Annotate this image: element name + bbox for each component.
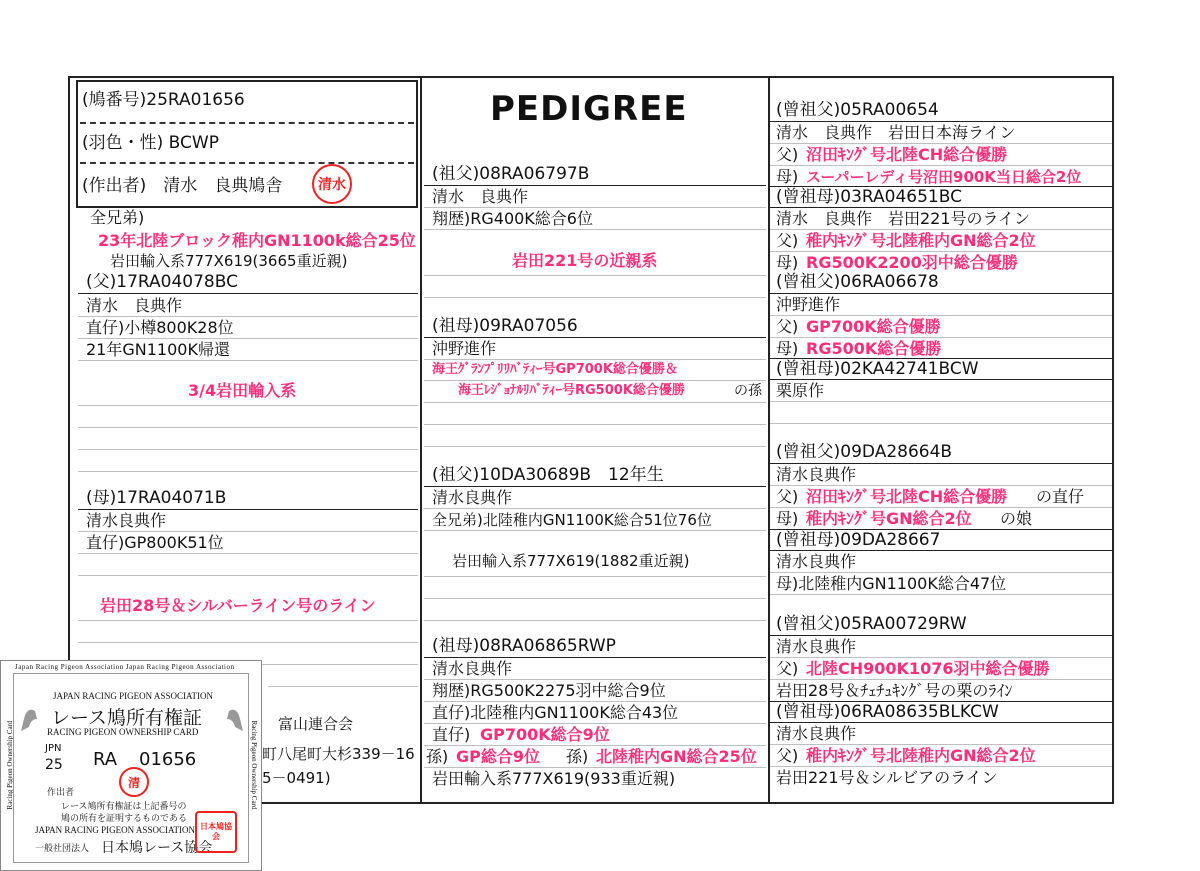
ggs1-rule (770, 121, 1112, 122)
granddam2-note-4d: 北陸稚内GN総合25位 (596, 747, 757, 766)
ggs4-id: (曾祖父)05RA00729RW (776, 614, 967, 634)
card-number: 01656 (139, 749, 197, 770)
ggs3-thin-2 (770, 507, 1112, 508)
ggs4-thin-2 (770, 679, 1112, 680)
granddam1-id: (祖母)09RA07056 (432, 316, 578, 336)
sire-thin-7 (78, 471, 418, 472)
ggd4-note-2: 岩田221号＆シルビアのライン (776, 768, 998, 787)
card-seal: 日本鳩協会 (195, 811, 237, 853)
ggs1-id: (曾祖父)05RA00654 (776, 100, 939, 120)
ggs2-sire-note: GP700K総合優勝 (806, 317, 941, 336)
ggd1-thin-2 (770, 251, 1112, 252)
granddam1-breeder: 沖野進作 (432, 339, 497, 358)
subject-sibling-result: 23年北陸ブロック稚内GN1100k総合25位 (98, 231, 416, 250)
gs2-thin-4 (424, 598, 766, 599)
ggd2-rule (770, 379, 1112, 380)
granddam2-id: (祖母)08RA06865RWP (432, 636, 616, 656)
card-year: 25 (45, 757, 63, 773)
dam-thin-4 (78, 620, 418, 621)
gd2-thin-4 (424, 745, 766, 746)
card-assoc-jp: 日本鳩レース協会 (101, 840, 213, 856)
granddam2-note-5: 岩田輸入系777X619(933重近親) (432, 769, 676, 788)
ggd4-sire-label: 父) (776, 746, 799, 765)
ggd4-id: (曾祖母)06RA08635BLKCW (776, 702, 999, 722)
ring-number: (鳩番号)25RA01656 (82, 90, 245, 110)
ggd3-thin-1 (770, 572, 1112, 573)
ggd2-thin-2 (770, 423, 1112, 424)
dam-thin-7 (268, 686, 418, 687)
ggd2-breeder: 栗原作 (776, 381, 825, 400)
ggd4-thin-2 (770, 766, 1112, 767)
ggs3-dam-note: 稚内ｷﾝｸﾞ号GN総合2位 (806, 509, 972, 528)
card-title-jp: レース鳩所有権証 (51, 707, 203, 729)
granddam1-note-1: 海王ｸﾞﾗﾝﾌﾟﾘﾘﾊﾞﾃｨｰ号GP700K総合優勝＆ (432, 362, 678, 377)
breeder: (作出者) 清水 良典鳩舎 (82, 176, 283, 196)
ggs2-sire-label: 父) (776, 317, 799, 336)
grandsire1-highlight: 岩田221号の近親系 (512, 251, 658, 270)
ggs4-sire-note: 北陸CH900K1076羽中総合優勝 (806, 659, 1050, 678)
ggs3-sire-label: 父) (776, 487, 799, 506)
ggd3-rule (770, 550, 1112, 551)
gd2-thin-5 (424, 767, 766, 768)
dam-highlight: 岩田28号＆シルバーライン号のライン (100, 596, 376, 615)
ggs2-rule (770, 293, 1112, 294)
ggd1-sire-note: 稚内ｷﾝｸﾞ号北陸稚内GN総合2位 (806, 231, 1036, 250)
ggs3-id: (曾祖父)09DA28664B (776, 442, 953, 462)
sire-note-2: 21年GN1100K帰還 (86, 340, 230, 359)
card-title-en: RACING PIGEON OWNERSHIP CARD (47, 727, 199, 737)
sire-thin-2 (78, 338, 418, 339)
breeder-stamp: 清水 (312, 164, 352, 204)
ggd1-rule (770, 207, 1112, 208)
card-border-top: Japan Racing Pigeon Association Japan Racing Pigeon Association (15, 663, 235, 671)
gd2-thin-1 (424, 679, 766, 680)
ggd1-dam-label: 母) (776, 253, 799, 272)
grandsire1-rule (424, 185, 766, 186)
granddam2-note-4c: 孫) (566, 747, 589, 766)
ggd4-sire-note: 稚内ｷﾝｸﾞ号北陸稚内GN総合2位 (806, 746, 1036, 765)
gd1-thin-4 (424, 424, 766, 425)
gd1-thin-3 (424, 402, 766, 403)
gd1-thin-5 (424, 446, 766, 447)
ggd1-breeder: 清水 良典作 岩田221号のライン (776, 209, 1031, 228)
ggs4-rule (770, 635, 1112, 636)
ggd4-thin-1 (770, 744, 1112, 745)
granddam1-note-2a: 海王ﾚｼﾞｮﾅﾙﾘﾊﾞﾃｨｰ号RG500K総合優勝 (458, 383, 685, 398)
sire-thin-6 (78, 449, 418, 450)
dam-thin-3 (78, 575, 418, 576)
ggs2-dam-note: RG500K総合優勝 (806, 339, 942, 358)
card-cert-line-1: レース鳩所有権証は上記番号の (61, 802, 187, 812)
owner-association: 富山連合会 (278, 715, 354, 733)
gs1-thin-2 (424, 229, 766, 230)
ggs3-breeder: 清水良典作 (776, 465, 857, 484)
ggs3-rule (770, 463, 1112, 464)
color-sex: (羽色・性) BCWP (82, 133, 219, 153)
card-assoc-en-2: JAPAN RACING PIGEON ASSOCIATION (35, 825, 195, 835)
sire-highlight: 3/4岩田輸入系 (188, 381, 297, 400)
granddam2-note-3b: GP700K総合9位 (480, 725, 610, 744)
owner-address: 町八尾町大杉339－16 (262, 745, 415, 763)
granddam2-note-3a: 直仔) (432, 725, 471, 744)
ggs1-thin-2 (770, 165, 1112, 166)
dam-note-1: 直仔)GP800K51位 (86, 533, 224, 552)
granddam1-note-2b: の孫 (734, 383, 762, 399)
sire-thin-1 (78, 316, 418, 317)
ggs1-sire-label: 父) (776, 145, 799, 164)
ggd1-id: (曾祖母)03RA04651BC (776, 187, 962, 207)
gs1-thin-4 (424, 297, 766, 298)
ggd3-id: (曾祖母)09DA28667 (776, 530, 941, 550)
grandsire1-note-1: 翔歴)RG400K総合6位 (432, 209, 593, 228)
ggs3-dam-suffix: の娘 (1000, 509, 1033, 528)
ggs2-thin-2 (770, 337, 1112, 338)
ggs1-breeder: 清水 良典作 岩田日本海ライン (776, 123, 1016, 142)
gd2-thin-3 (424, 723, 766, 724)
sire-thin-5 (78, 427, 418, 428)
header-dash-2 (80, 162, 414, 164)
column-divider-1 (420, 76, 422, 804)
dam-rule (78, 509, 418, 510)
ggd3-note-1: 母)北陸稚内GN1100K総合47位 (776, 574, 1007, 593)
gs2-thin-3 (424, 576, 766, 577)
right-pigeon-icon (223, 705, 247, 735)
ggs2-dam-label: 母) (776, 339, 799, 358)
card-assoc-prefix: 一般社団法人 (35, 844, 90, 854)
granddam1-rule (424, 337, 766, 338)
owner-phone: 5－0491) (262, 769, 331, 787)
sire-thin-3 (78, 360, 418, 361)
grandsire2-note-2: 岩田輸入系777X619(1882重近親) (452, 552, 690, 570)
grandsire1-breeder: 清水 良典作 (432, 187, 529, 206)
ggs4-note-2: 岩田28号＆ﾁｪﾁｭｷﾝｸﾞ号の栗のﾗｲﾝ (776, 681, 1013, 700)
grandsire1-id: (祖父)08RA06797B (432, 164, 590, 184)
ggs3-thin-1 (770, 485, 1112, 486)
ownership-card (0, 660, 262, 871)
card-border-right: Racing Pigeon Ownership Card (250, 720, 258, 810)
sire-id: (父)17RA04078BC (86, 272, 238, 292)
ggd3-thin-2 (770, 594, 1112, 595)
ggs2-thin-1 (770, 315, 1112, 316)
ggs4-sire-label: 父) (776, 659, 799, 678)
granddam2-rule (424, 657, 766, 658)
ggs3-sire-note: 沼田ｷﾝｸﾞ号北陸CH総合優勝 (806, 487, 1008, 506)
grandsire2-rule (424, 486, 766, 487)
subject-sibling-line: 岩田輸入系777X619(3665重近親) (110, 252, 348, 270)
ggs2-breeder: 沖野進作 (776, 295, 841, 314)
gs2-thin-5 (424, 620, 766, 621)
card-breeder-label: 作出者 (47, 788, 75, 798)
card-border-left: Racing Pigeon Ownership Card (6, 720, 14, 810)
gs2-thin-2 (424, 530, 766, 531)
dam-breeder: 清水良典作 (86, 511, 167, 530)
ggs4-thin-1 (770, 657, 1112, 658)
ggd1-sire-label: 父) (776, 231, 799, 250)
subject-sibling-head: 全兄弟) (90, 208, 145, 227)
gs1-thin-3 (424, 275, 766, 276)
card-cert-line-2: 鳩の所有を証明するものである (61, 814, 188, 824)
ggs1-dam-note: スーパーレディ号沼田900K当日総合2位 (806, 168, 1082, 186)
granddam2-note-1: 翔歴)RG500K2275羽中総合9位 (432, 681, 666, 700)
sire-breeder: 清水 良典作 (86, 296, 183, 315)
ggs2-id: (曾祖父)06RA06678 (776, 272, 939, 292)
sire-rule (78, 293, 418, 294)
grandsire2-note-1: 全兄弟)北陸稚内GN1100K総合51位76位 (432, 511, 712, 529)
ggd1-dam-note: RG500K2200羽中総合優勝 (806, 253, 1018, 272)
card-stamp: 清 (119, 767, 149, 797)
dam-id: (母)17RA04071B (86, 488, 227, 508)
gd2-thin-2 (424, 701, 766, 702)
sire-note-1: 直仔)小樽800K28位 (86, 318, 234, 337)
ggs1-sire-note: 沼田ｷﾝｸﾞ号北陸CH総合優勝 (806, 145, 1008, 164)
ggs3-dam-label: 母) (776, 509, 799, 528)
gs2-thin-1 (424, 508, 766, 509)
dam-thin-2 (78, 553, 418, 554)
ggs1-thin-1 (770, 143, 1112, 144)
granddam2-note-4b: GP総合9位 (456, 747, 540, 766)
ggd1-thin-1 (770, 229, 1112, 230)
card-club: RA (93, 749, 118, 770)
ggs1-dam-label: 母) (776, 167, 799, 186)
page-title: PEDIGREE (490, 89, 688, 129)
granddam2-note-2: 直仔)北陸稚内GN1100K総合43位 (432, 703, 679, 722)
granddam2-note-4a: 孫) (426, 747, 449, 766)
left-pigeon-icon (17, 705, 41, 735)
ggs3-sire-suffix: の直仔 (1036, 487, 1085, 506)
grandsire2-breeder: 清水良典作 (432, 488, 513, 507)
card-assoc-en: JAPAN RACING PIGEON ASSOCIATION (53, 691, 213, 701)
grandsire2-id: (祖父)10DA30689B 12年生 (432, 465, 664, 485)
ggd2-thin-1 (770, 401, 1112, 402)
ggs4-breeder: 清水良典作 (776, 637, 857, 656)
gs1-thin-1 (424, 207, 766, 208)
granddam2-breeder: 清水良典作 (432, 659, 513, 678)
header-dash-1 (80, 122, 414, 124)
dam-thin-5 (78, 642, 418, 643)
ggd4-breeder: 清水良典作 (776, 724, 857, 743)
card-jpn: JPN (45, 743, 62, 754)
ggd3-breeder: 清水良典作 (776, 552, 857, 571)
ggd2-id: (曾祖母)02KA42741BCW (776, 359, 979, 379)
ggd4-rule (770, 722, 1112, 723)
sire-thin-4 (78, 405, 418, 406)
dam-thin-1 (78, 531, 418, 532)
